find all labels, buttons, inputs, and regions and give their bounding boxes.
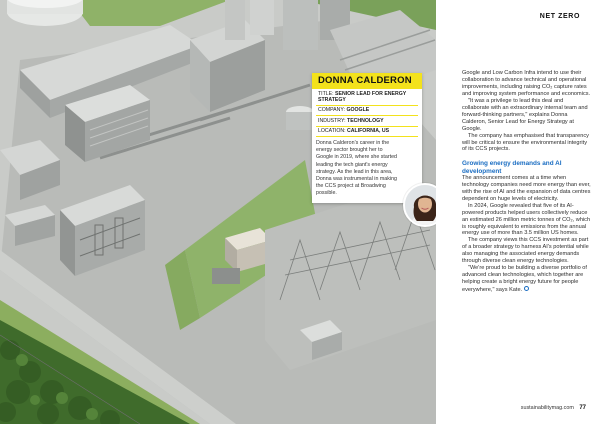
- profile-industry-label: INDUSTRY:: [318, 117, 346, 124]
- article-paragraph: The company has emphasised that transparency will be critical to ensure the environmental integrity of its CCS projects.: [462, 132, 589, 153]
- article-paragraph: The announcement comes at a time when technology companies need more energy than ever, with the rise of AI and the expansion of data centres dependent on huge levels of electricity.: [462, 174, 591, 202]
- profile-company-label: COMPANY:: [318, 107, 345, 114]
- section-label: NET ZERO: [539, 13, 580, 20]
- article-paragraph: Google and Low Carbon Infra intend to use their collaboration to advance technical and operational improvements, including raising CO₂ capture rates and improving system performance and economics.: [462, 70, 591, 97]
- article-paragraph-last: [462, 265, 592, 294]
- profile-company-row: [316, 106, 418, 116]
- profile-bio: Donna Calderon's career in the energy sector brought her to Google in 2019, where she started leading the tech giant's energy strategy. As the lead in this area, Donna was instrumental in making the CCS project at Broadwing possible.: [316, 140, 397, 197]
- article-paragraph-text: "We're proud to be building a diverse portfolio of advanced clean technologies, which together are helping create a bright energy future for people everywhere," says Kate.: [462, 265, 587, 294]
- article-subheading: Growing energy demands and AI development: [462, 160, 562, 175]
- page-number: 77: [579, 405, 586, 411]
- article-paragraph: In 2024, Google revealed that five of its AI-powered products helped users collectively reduce an estimated 26 million metric tonnes of CO₂, which is roughly equivalent to emissions from the annual energy use of more than 3.5 million US homes.: [462, 202, 591, 237]
- page-footer: [521, 405, 586, 411]
- footer-url[interactable]: sustainabilitymag.com: [520, 405, 574, 411]
- profile-location-value: CALIFORNIA, US: [347, 128, 390, 135]
- profile-name: DONNA CALDERON: [312, 73, 422, 89]
- profile-location-row: [316, 127, 418, 137]
- article-body: [462, 70, 592, 294]
- article-paragraph: The company views this CCS investment as part of a broader strategy to harness AI's potential while also managing the associated energy demands through diverse clean energy technologies.: [462, 237, 589, 265]
- article-column: [436, 0, 600, 424]
- profile-title-row: [316, 89, 418, 106]
- profile-location-label: LOCATION:: [318, 128, 346, 135]
- end-of-article-icon: [524, 286, 529, 291]
- profile-industry-row: [316, 116, 418, 126]
- profile-title-value: SENIOR LEAD FOR ENERGY STRATEGY: [318, 90, 407, 103]
- profile-company-value: GOOGLE: [346, 107, 370, 114]
- profile-industry-value: TECHNOLOGY: [347, 117, 384, 124]
- article-paragraph: "It was a privilege to lead this deal and collaborate with an extraordinary internal team and forward-thinking partners," explains Donna Calderon, Senior Lead for Energy Strategy at Google.: [462, 97, 588, 132]
- profile-card: [312, 73, 422, 203]
- profile-title-label: TITLE:: [318, 90, 334, 97]
